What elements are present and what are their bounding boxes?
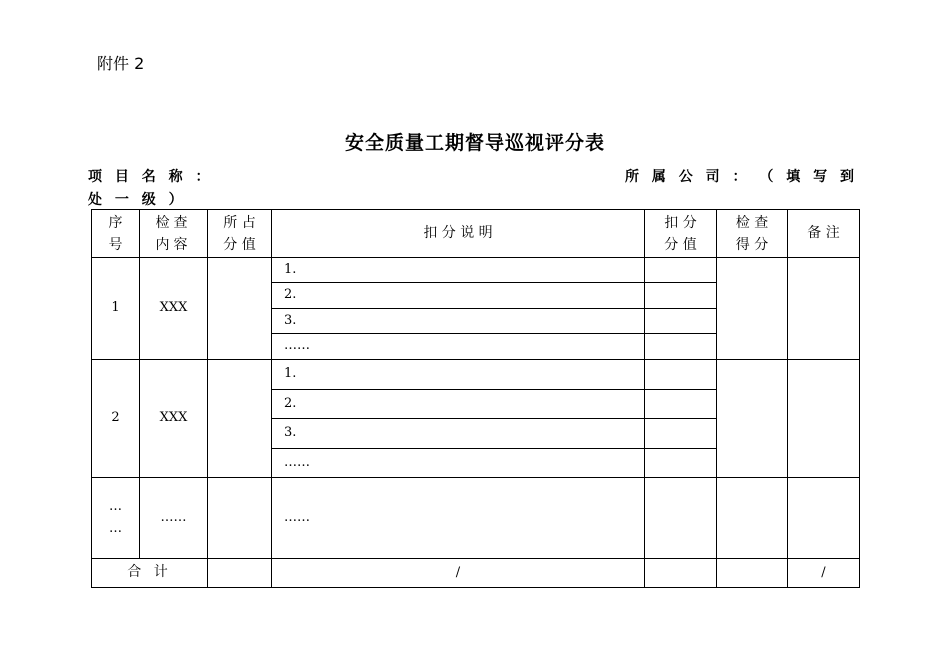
deduction-value-cell <box>645 449 717 478</box>
score-table <box>91 209 860 588</box>
page-title: 安全质量工期督导巡视评分表 <box>344 132 605 154</box>
weight-cell <box>208 258 272 360</box>
deduction-item: …… <box>272 478 645 559</box>
attachment-label: 附件 2 <box>97 54 145 73</box>
deduction-item: …… <box>272 449 645 478</box>
seq-cell: 1 <box>92 258 140 360</box>
deduction-item: …… <box>272 334 645 360</box>
total-row <box>92 559 860 588</box>
total-description-cell: / <box>272 559 645 588</box>
header-description: 扣 分 说 明 <box>272 210 645 258</box>
table-header-row <box>92 210 860 258</box>
content-cell: …… <box>140 478 208 559</box>
seq-cell: 2 <box>92 360 140 478</box>
score-cell <box>717 360 788 478</box>
company-label-wrap: 处 一 级 ） <box>88 192 187 208</box>
deduction-value-cell <box>645 309 717 334</box>
header-remark: 备 注 <box>788 210 860 258</box>
weight-cell <box>208 478 272 559</box>
total-score-cell <box>717 559 788 588</box>
deduction-item: 3. <box>272 419 645 449</box>
header-weight: 所 占 分 值 <box>208 210 272 258</box>
score-cell <box>717 258 788 360</box>
total-deduction-cell <box>645 559 717 588</box>
deduction-item: 1. <box>272 258 645 283</box>
remark-cell <box>788 360 860 478</box>
deduction-value-cell <box>645 334 717 360</box>
deduction-value-cell <box>645 283 717 309</box>
deduction-item: 2. <box>272 283 645 309</box>
deduction-value-cell <box>645 258 717 283</box>
deduction-value-cell <box>645 360 717 390</box>
total-weight-cell <box>208 559 272 588</box>
deduction-item: 2. <box>272 390 645 419</box>
score-cell <box>717 478 788 559</box>
weight-cell <box>208 360 272 478</box>
deduction-value-cell <box>645 478 717 559</box>
table-row <box>92 360 860 390</box>
content-cell: XXX <box>140 258 208 360</box>
deduction-value-cell <box>645 390 717 419</box>
company-label: 所 属 公 司 ： （ 填 写 到 <box>625 169 858 185</box>
project-name-label: 项 目 名 称 ： <box>88 169 214 185</box>
total-remark-cell: / <box>788 559 860 588</box>
table-row <box>92 258 860 283</box>
deduction-item: 3. <box>272 309 645 334</box>
deduction-item: 1. <box>272 360 645 390</box>
table-row <box>92 478 860 559</box>
content-cell: XXX <box>140 360 208 478</box>
header-deduction: 扣 分 分 值 <box>645 210 717 258</box>
deduction-value-cell <box>645 419 717 449</box>
header-content: 检查 内容 <box>140 210 208 258</box>
remark-cell <box>788 258 860 360</box>
header-score: 检 查 得 分 <box>717 210 788 258</box>
header-seq: 序 号 <box>92 210 140 258</box>
remark-cell <box>788 478 860 559</box>
total-label: 合 计 <box>92 559 208 588</box>
seq-cell: … … <box>92 478 140 559</box>
